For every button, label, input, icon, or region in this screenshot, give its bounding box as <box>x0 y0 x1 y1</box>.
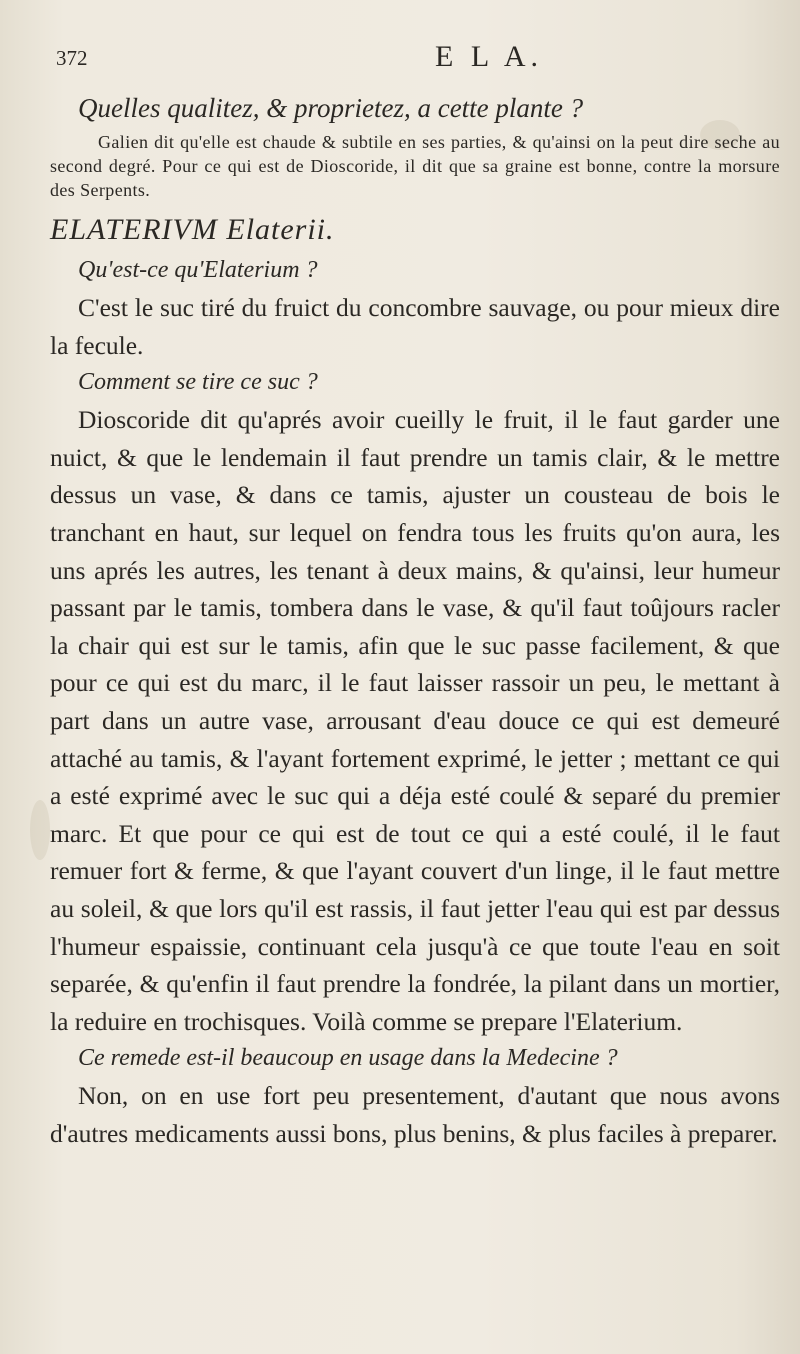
question-heading: Quelles qualitez, & proprietez, a cette plante ? <box>78 93 584 123</box>
answer-paragraph: C'est le suc tiré du fruict du concombre sauvage, ou pour mieux dire la fecule. <box>50 293 780 360</box>
paper-stain <box>30 800 50 860</box>
question-heading: Comment se tire ce suc ? <box>78 369 318 396</box>
answer-paragraph: Dioscoride dit qu'aprés avoir cueilly le fruit, il le faut garder une nuict, & que le lendemain il faut prendre un tamis clair, & le mettre dessus un vase, & dans ce tamis, ajuster un cousteau de bois le tranchant en haut, sur lequel on fendra tous les fruits qu'on aura, les uns aprés les autres, les tenant à deux mains, & qu'ainsi, leur humeur passant par le tamis, tombera dans le vase, & qu'il faut toûjours racler la chair qui est sur le tamis, afin que le suc passe facilement, & que pour ce qui est du marc, il le faut laisser rassoir un peu, le mettant à part dans un autre vase, arrousant d'eau douce ce qui est demeuré attaché au tamis, & l'ayant fortement exprimé, le jetter ; mettant ce qui a esté exprimé avec le suc qui a déja esté coulé & separé du premier marc. Et que pour ce qui est de tout ce qui a esté coulé, il le faut remuer fort & ferme, & que l'ayant couvert d'un linge, il le faut mettre au soleil, & que lors qu'il est rassis, il faut jetter l'eau qui est par dessus l'humeur espaissie, continuant cela jusqu'à ce que toute l'eau en soit separée, & qu'enfin il faut prendre la fondrée, la pilant dans un mortier, la reduire en trochisques. Voilà comme se prepare l'Elaterium. <box>50 405 780 1036</box>
running-title: E L A. <box>435 40 544 73</box>
page-content <box>50 88 780 1152</box>
answer-paragraph: Galien dit qu'elle est chaude & subtile en ses parties, & qu'ainsi on la peut dire seche au second degré. Pour ce qui est de Dioscoride, il dit que sa graine est bonne, contre la morsure des Serpents. <box>50 132 780 200</box>
section-title: ELATERIVM Elaterii. <box>50 213 335 246</box>
page-number: 372 <box>56 46 88 70</box>
answer-paragraph: Non, on en use fort peu presentement, d'autant que nous avons d'autres medicaments aussi bons, plus benins, & plus faciles à preparer. <box>50 1081 780 1148</box>
page-header <box>50 40 770 80</box>
question-heading: Qu'est-ce qu'Elaterium ? <box>78 257 318 283</box>
question-heading: Ce remede est-il beaucoup en usage dans la Medecine ? <box>78 1045 618 1072</box>
